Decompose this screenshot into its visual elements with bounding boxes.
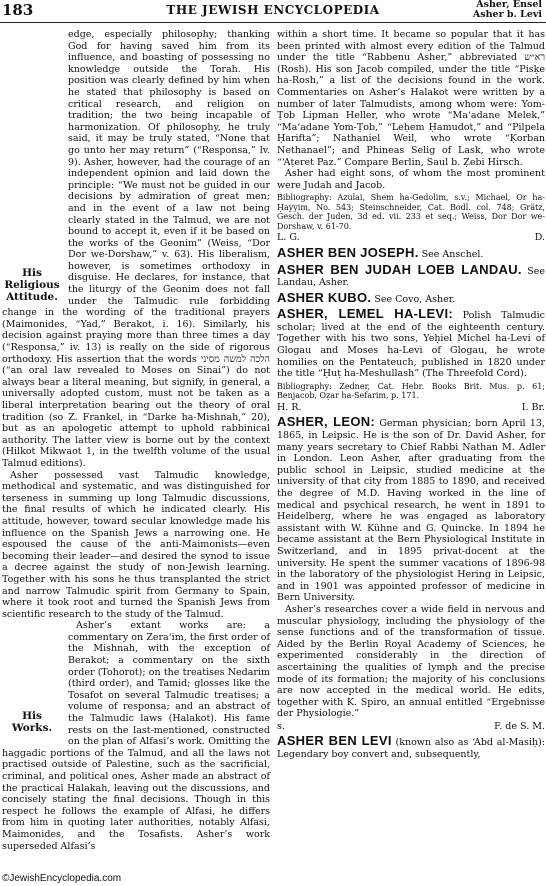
headword: ASHER BEN JOSEPH. bbox=[277, 244, 419, 260]
article-asher-leon: ASHER, LEON: German physician; born April 13, 1865, in Leipsic. He is the son of Dr. David Asher, for many years secretary to Chief Rabbi Nathan M. Adler in London. Leon Asher, after graduating from the public school in Leipsic, studied medicine at the university of that city from 1885 to 1890, and received the degree of M.D. Having worked in the line of medical and psychical research, he went in 1891 to Heidelberg, where he was engaged as laboratory assistant with W. Kühne and G. Quincke. In 1894 he became assistant at the Bern Physiological Institute in Switzerland, and in 1895 privat-docent at the university. He spent the summer vacations of 1896-98 in the laboratory of the physiologist Hering in Leipsic, and in 1901 was appointed professor of medicine in Bern University. bbox=[277, 414, 545, 604]
article-asher-ben-levi: ASHER BEN LEVI (known also as ‘Abd al-Masiḥ): Legendary boy convert and, subsequently, bbox=[277, 733, 545, 761]
left-column bbox=[2, 29, 270, 852]
paragraph: Asher’s extant works are: a commentary on Zera‘im, the first order of the Mishnah, with the exception of Berakot; a commentary on the sixth order (Tohorot); on the treatises Nedarim (third order), and Tamid; glosses like the Tosafot on several Talmudic treatises; a volume of responsa; and an abstract of the Talmudic laws (Halakot). His fame rests on the last-mentioned, constructed on the plan of Alfasi’s work. Omitting the haggadic portions of the Talmud, and all the laws not practised outside of Palestine, such as the sacrificial, criminal, and political ones, Asher made an abstract of the practical Halakah, leaving out the discussions, and concisely stating the final decisions. Though in this respect he follows the example of Alfasi, he differs from him in quoting later authorities, notably Alfasi, Maimonides, and the Tosafists. Asher’s work superseded Alfasi’s bbox=[2, 620, 270, 852]
signature: s. F. de S. M. bbox=[277, 720, 545, 732]
paragraph: Asher possessed vast Talmudic knowledge, methodical and systematic, and was distinguished for terseness in summing up long Talmudic discussions, the final results of which he indicated clearly. His attitude, however, toward secular knowledge made his influence on the Spanish Jews a narrowing one. He espoused the cause of the anti-Maimonists—even becoming their leader—and desired the synod to issue a decree against the study of non-Jewish learning. Together with his sons he thus transplanted the strict and narrow Talmudic spirit from Germany to Spain, where it took root and turned the Spanish Jews from scientific research to the study of the Talmud. bbox=[2, 469, 270, 620]
paragraph: within a short time. It became so popular that it has been printed with almost every edition of the Talmud under the title “Rabbenu Asher,” abbreviated רא״ש (Rosh). His son Jacob compiled, under the title “Pisḳe ha-Rosh,” a list of the decisions found in the work. Commentaries on Asher’s Halakot were written by a number of later Talmudists, among whom were: Yom-Ṭob Lipman Heller, who wrote “Ma‘adane Melek,” “Ma‘adane Yom-Ṭob,” “Leḥem Ḥamudot,” and “Pilpela Ḥarifta”; Nathaniel Weil, who wrote “Ḳorban Nethanael”; and Phineas Selig of Lask, who wrote “‘Aṭeret Paz.” Compare Berlin, Saul b. Ẓebi Hirsch. bbox=[277, 29, 545, 168]
paragraph: Asher had eight sons, of whom the most prominent were Judah and Jacob. bbox=[277, 168, 545, 191]
page-header bbox=[0, 0, 546, 23]
article-asher-kubo: ASHER KUBO. See Covo, Asher. bbox=[277, 289, 456, 305]
bibliography: Bibliography: Zedner, Cat. Hebr. Books Brit. Mus. p. 61; Benjacob, Oẓar ha-Sefarim, p. 171. bbox=[277, 381, 545, 401]
signature: H. R. I. Br. bbox=[277, 401, 545, 413]
running-head bbox=[473, 0, 542, 20]
right-column bbox=[277, 29, 545, 761]
watermark: ©JewishEncyclopedia.com bbox=[2, 873, 122, 884]
headword: ASHER BEN JUDAH LOEB LANDAU. bbox=[277, 261, 522, 277]
article-asher-ben-judah-loeb-landau: ASHER BEN JUDAH LOEB LANDAU. See Landau, Asher. bbox=[277, 261, 545, 289]
headword: ASHER KUBO. bbox=[277, 289, 372, 305]
headword: ASHER, LEMEL HA-LEVI: bbox=[277, 306, 454, 322]
journal-title: THE JEWISH ENCYCLOPEDIA bbox=[166, 3, 380, 17]
sidenote-his-works: His Works. bbox=[11, 710, 53, 735]
running-head-line1: Asher, Ensel bbox=[476, 0, 542, 10]
sidenote-religious-attitude: His Religious Attitude. bbox=[4, 267, 60, 303]
headword: ASHER, LEON: bbox=[277, 414, 376, 430]
signature: L. G. D. bbox=[277, 232, 545, 244]
running-head-line2: Asher b. Levi bbox=[472, 9, 542, 20]
paragraph: edge, especially philosophy; thanking God for having saved him from its influence, and boasting of possessing no knowledge outside the Torah. His position was clearly defined by him when he stated that philosophy is based on critical research, and religion on tradition; the two being incapable of harmonization. Of philosophy, he truly said, it may be truly stated, “None that go unto her may return” (“Responsa,” lv. 9). Asher, however, had the courage of an independent opinion and laid down the principle: “We must not be guided in our decisions by admiration of great men; and in the event of a law not being clearly stated in the Talmud, we are not bound to accept it, even if it be based on the works of the Geonim” (Weiss, “Dor Dor we-Dorshaw,” v. 63). His liberalism, however, is sometimes orthodoxy in disguise. He declares, for instance, that the liturgy of the Geonim does not fall under the Talmudic rule forbidding change in the wording of the traditional prayers (Maimonides, “Yad,” Berakot, i. 16). Similarly, his decision against praying more than three times a day (“Responsa,” iv. 13) is really on the side of rigorous orthodoxy. His assertion that the words הלכה למשה מסיני (“an oral law revealed to Moses on Sinai”) do not always bear a literal meaning, but signify, in general, a universally adopted custom, must not be taken as a liberal interpretation bearing out the theory of oral tradition (so Z. Frankel, in “Darke ha-Mishnah,” 20), but as an apologetic attempt to uphold rabbinical authority. The latter view is borne out by the context (Hilkot Mikwaot 1, in the twelfth volume of the usual Talmud editions). bbox=[2, 29, 270, 469]
headword: ASHER BEN LEVI bbox=[277, 733, 392, 749]
article-asher-ben-joseph: ASHER BEN JOSEPH. See Anschel. bbox=[277, 244, 484, 260]
article-asher-lemel-ha-levi: ASHER, LEMEL HA-LEVI: Polish Talmudic scholar; lived at the end of the eighteenth century. Together with his two sons, Yeḥiel Michel ha-Levi of Glogau and Moses ha-Levi of Glogau, he wrote homilies on the Pentateuch, published in 1820 under the title “Ḥuṭ ha-Meshullash” (The Threefold Cord). bbox=[277, 306, 545, 380]
page-number: 183 bbox=[2, 1, 34, 19]
bibliography: Bibliography: Azulai, Shem ha-Gedolim, s.v.; Michael, Or ha-Ḥayyim, No. 543; Steinschneider, Cat. Bodl. col. 748; Grätz, Gesch. der Juden, 3d ed. vii. 233 et seq.; Weiss, Dor Dor we-Dorshaw, v. 61-70. bbox=[277, 193, 545, 231]
paragraph: Asher’s researches cover a wide field in nervous and muscular physiology, including the physiology of the sense functions and of the transformation of tissue. Aided by the Berlin Royal Academy of Sciences, he experimented considerably in the direction of ascertaining the qualities of lymph and the precise mode of its formation; the majority of his conclusions are now accepted in the medical world. He edits, together with K. Spiro, an annual entitled “Ergebnisse der Physiologie.” bbox=[277, 603, 545, 720]
